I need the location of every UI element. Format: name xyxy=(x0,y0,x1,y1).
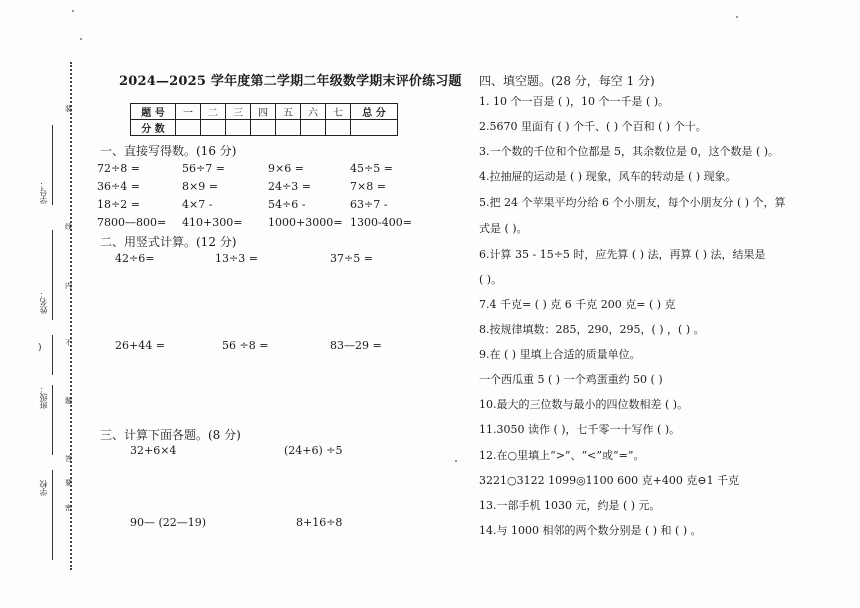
fill-blank-item: ( )。 xyxy=(479,273,503,286)
score-header-cell: 总 分 xyxy=(351,104,398,120)
binding-mark: 不 xyxy=(65,339,72,347)
section3-heading: 三、计算下面各题。(8 分) xyxy=(100,428,241,442)
xuexiao-label: 学校 xyxy=(39,480,48,496)
sec2-problem: 56 ÷8 = xyxy=(222,339,269,352)
fill-blank-item: 12.在○里填上“>”、“<”或“=”。 xyxy=(479,449,645,462)
fill-blank-item: 2.5670 里面有 ( ) 个千、( ) 个百和 ( ) 个十。 xyxy=(479,120,707,133)
binding-mark: 装 xyxy=(65,105,72,113)
score-header-cell: 六 xyxy=(301,104,326,120)
banji-blank-line xyxy=(52,385,53,455)
fill-blank-item: 10.最大的三位数与最小的四位数相差 ( )。 xyxy=(479,398,689,411)
sec1-problem: 72÷8 = xyxy=(97,162,140,175)
sec3-problem: 32+6×4 xyxy=(130,444,177,457)
score-header-cell: 题 号 xyxy=(131,104,176,120)
binding-mark: 题 xyxy=(65,397,72,405)
score-cell xyxy=(326,120,351,136)
score-header-cell: 七 xyxy=(326,104,351,120)
fill-blank-item: 3221○3122 1099◎1100 600 克+400 克⊖1 千克 xyxy=(479,474,740,487)
score-cell xyxy=(301,120,326,136)
fill-blank-item: 11.3050 读作 ( )，七千零一十写作 ( )。 xyxy=(479,423,681,436)
sec1-problem: 9×6 = xyxy=(268,162,304,175)
sec3-problem: (24+6) ÷5 xyxy=(284,444,343,457)
fill-blank-item: 5.把 24 个苹果平均分给 6 个小朋友，每个小朋友分 ( ) 个，算 xyxy=(479,196,786,209)
score-cell xyxy=(276,120,301,136)
score-table xyxy=(130,103,398,136)
sec3-problem: 8+16÷8 xyxy=(296,516,343,529)
scan-speck xyxy=(72,10,74,12)
scan-speck xyxy=(736,16,738,18)
section4-heading: 四、填空题。(28 分，每空 1 分) xyxy=(479,74,655,88)
xuexiao-blank-line xyxy=(52,470,53,560)
section2-heading: 二、用竖式计算。(12 分) xyxy=(100,235,237,249)
sec1-problem: 18÷2 = xyxy=(97,198,140,211)
score-header-cell: 四 xyxy=(251,104,276,120)
xingming-blank-line xyxy=(52,230,53,320)
paren-blank-line xyxy=(52,335,53,375)
sec1-problem: 54÷6 - xyxy=(268,198,306,211)
binding-mark: 线 xyxy=(65,223,72,231)
sec3-problem: 90— (22—19) xyxy=(130,516,207,529)
sec1-problem: 410+300= xyxy=(182,216,243,229)
fill-blank-item: 14.与 1000 相邻的两个数分别是 ( ) 和 ( ) 。 xyxy=(479,524,702,537)
score-cell xyxy=(351,120,398,136)
binding-mark: 答 xyxy=(65,455,72,463)
sec2-problem: 42÷6= xyxy=(115,252,155,265)
binding-mark: 密 xyxy=(65,504,72,512)
fill-blank-item: 一个西瓜重 5 ( ) 一个鸡蛋重约 50 ( ) xyxy=(479,373,663,386)
score-cell xyxy=(251,120,276,136)
sec1-problem: 4×7 - xyxy=(182,198,213,211)
binding-paren: ) xyxy=(38,343,42,353)
fill-blank-item: 3.一个数的千位和个位都是 5，其余数位是 0，这个数是 ( )。 xyxy=(479,145,780,158)
sec1-problem: 1300-400= xyxy=(350,216,412,229)
score-row-label: 分 数 xyxy=(131,120,176,136)
sec1-problem: 7800—800= xyxy=(97,216,167,229)
binding-dotted-line xyxy=(70,62,72,570)
banji-label: 班级： xyxy=(39,385,48,409)
sec1-problem: 7×8 = xyxy=(350,180,386,193)
sec1-problem: 56÷7 = xyxy=(182,162,225,175)
fill-blank-item: 式是 ( )。 xyxy=(479,222,528,235)
scan-speck xyxy=(455,460,457,462)
fill-blank-item: 8.按规律填数：285，290，295，( ) ，( ) 。 xyxy=(479,323,705,336)
score-cell xyxy=(176,120,201,136)
fill-blank-item: 1. 10 个一百是 ( )，10 个一千是 ( )。 xyxy=(479,95,670,108)
sec2-problem: 83—29 = xyxy=(330,339,382,352)
fill-blank-item: 13.一部手机 1030 元，约是 ( ) 元。 xyxy=(479,499,661,512)
sec1-problem: 8×9 = xyxy=(182,180,218,193)
score-header-cell: 五 xyxy=(276,104,301,120)
sec1-problem: 63÷7 - xyxy=(350,198,388,211)
sec1-problem: 24÷3 = xyxy=(268,180,311,193)
binding-mark: 内 xyxy=(65,282,72,290)
fill-blank-item: 6.计算 35 - 15÷5 时，应先算 ( ) 法，再算 ( ) 法，结果是 xyxy=(479,248,766,261)
score-header-cell: 二 xyxy=(201,104,226,120)
score-header-cell: 一 xyxy=(176,104,201,120)
sec1-problem: 1000+3000= xyxy=(268,216,343,229)
sec2-problem: 26+44 = xyxy=(115,339,165,352)
sec1-problem: 45÷5 = xyxy=(350,162,393,175)
xuehao-label: 学号： xyxy=(39,180,48,204)
fill-blank-item: 4.拉抽屉的运动是 ( ) 现象，风车的转动是 ( ) 现象。 xyxy=(479,170,737,183)
score-cell xyxy=(226,120,251,136)
scan-speck xyxy=(80,38,82,40)
page-title: 2024—2025 学年度第二学期二年级数学期末评价练习题 xyxy=(119,74,462,89)
sec1-problem: 36÷4 = xyxy=(97,180,140,193)
xingming-label: 姓名： xyxy=(39,290,48,314)
sec2-problem: 13÷3 = xyxy=(215,252,258,265)
binding-mark: 要 xyxy=(65,479,72,487)
xuehao-blank-line xyxy=(52,125,53,205)
fill-blank-item: 7.4 千克= ( ) 克 6 千克 200 克= ( ) 克 xyxy=(479,298,676,311)
score-cell xyxy=(201,120,226,136)
sec2-problem: 37÷5 = xyxy=(330,252,373,265)
section1-heading: 一、直接写得数。(16 分) xyxy=(100,144,237,158)
score-header-cell: 三 xyxy=(226,104,251,120)
fill-blank-item: 9.在 ( ) 里填上合适的质量单位。 xyxy=(479,348,641,361)
